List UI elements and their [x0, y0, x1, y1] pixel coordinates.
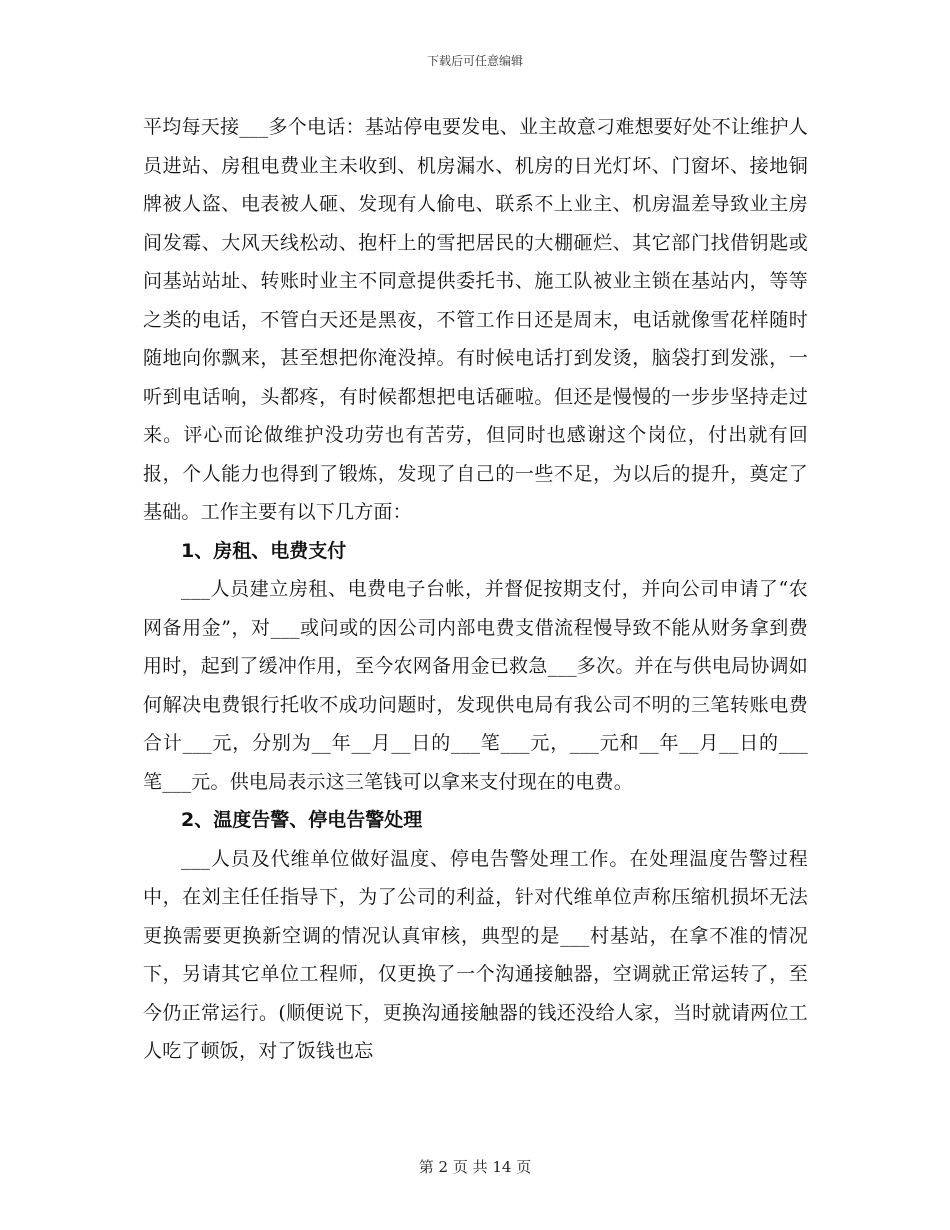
page-number: 第 2 页 共 14 页: [418, 1158, 532, 1176]
section-1-paragraph: ___人员建立房租、电费电子台帐，并督促按期支付，并向公司申请了“农网备用金”，对___或问或的因公司内部电费支借流程慢导致不能从财务拿到费用时，起到了缓冲作用，至今农网备用金已救急___多次。并在与供电局协调如何解决电费银行托收不成功问题时，发现供电局有我公司不明的三笔转账电费合计___元，分别为__年__月__日的___笔___元，___元和__年__月__日的___笔___元。供电局表示这三笔钱可以拿来支付现在的电费。: [143, 578, 808, 793]
intro-paragraph: 平均每天接___多个电话：基站停电要发电、业主故意刁难想要好处不让维护人员进站、房租电费业主未收到、机房漏水、机房的日光灯坏、门窗坏、接地铜牌被人盗、电表被人砸、发现有人偷电、联系不上业主、机房温差导致业主房间发霉、大风天线松动、抱杆上的雪把居民的大棚砸烂、其它部门找借钥匙或问基站站址、转账时业主不同意提供委托书、施工队被业主锁在基站内，等等之类的电话，不管白天还是黑夜，不管工作日还是周末，电话就像雪花样随时随地向你飘来，甚至想把你淹没掉。有时候电话打到发烫，脑袋打到发涨，一听到电话响，头都疼，有时候都想把电话砸啦。但还是慢慢的一步步坚持走过来。评心而论做维护没功劳也有苦劳，但同时也感谢这个岗位，付出就有回报，个人能力也得到了锻炼，发现了自己的一些不足，为以后的提升，奠定了基础。工作主要有以下几方面：: [143, 116, 808, 523]
section-1-heading: 1、房租、电费支付: [181, 539, 347, 562]
page-header: 下载后可任意编辑: [426, 54, 523, 68]
section-2-paragraph: ___人员及代维单位做好温度、停电告警处理工作。在处理温度告警过程中，在刘主任任指导下，为了公司的利益，针对代维单位声称压缩机损坏无法更换需要更换新空调的情况认真审核，典型的是___村基站，在拿不准的情况下，另请其它单位工程师，仅更换了一个沟通接触器，空调就正常运转了，至今仍正常运行。(顺便说下，更换沟通接触器的钱还没给人家，当时就请两位工人吃了顿饭，对了饭钱也忘: [143, 847, 808, 1062]
document-body: [143, 108, 808, 1071]
section-2-heading: 2、温度告警、停电告警处理: [181, 809, 423, 831]
